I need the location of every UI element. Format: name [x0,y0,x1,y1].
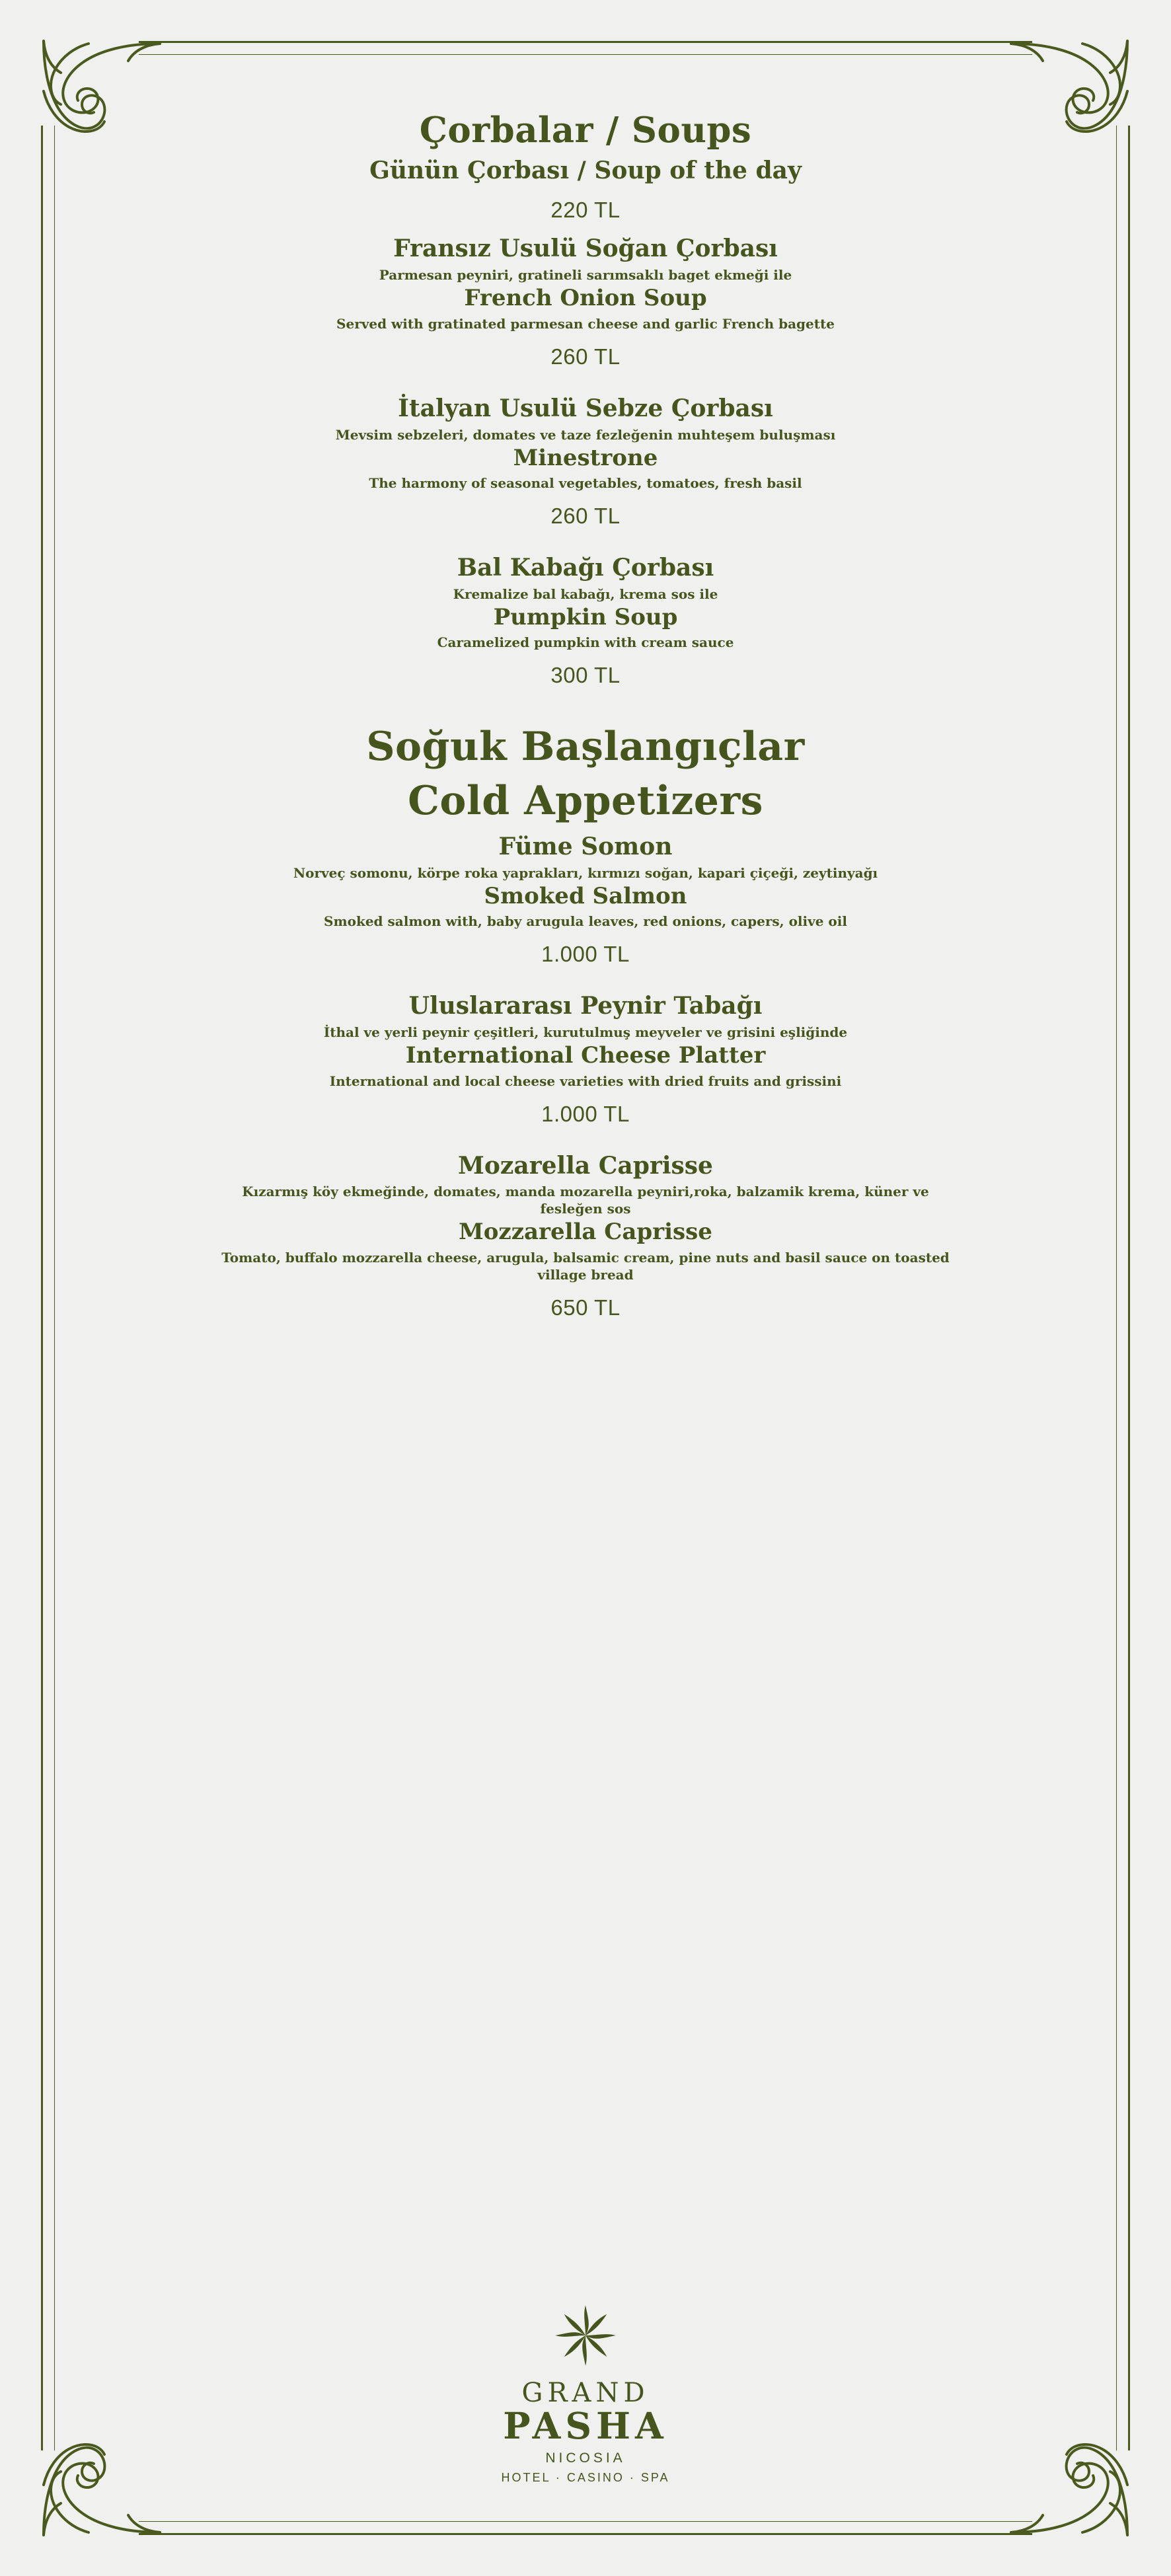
item-desc-en: International and local cheese varieties with dried fruits and grissini [329,1073,842,1089]
item-desc-en: Smoked salmon with, baby arugula leaves, red onions, capers, olive oil [324,913,847,930]
menu-item-mozzarella-caprisse [99,1152,1072,1320]
item-name-en: Minestrone [513,444,658,471]
item-name-tr: Füme Somon [498,832,673,860]
item-desc-en: Caramelized pumpkin with cream sauce [437,634,734,651]
logo-name-bottom: PASHA [503,2404,668,2447]
menu-item-international-cheese-platter [99,992,1072,1126]
item-name-tr: Bal Kabağı Çorbası [457,554,714,582]
item-name-en: International Cheese Platter [405,1042,766,1069]
item-price: 260 TL [550,504,621,529]
item-price: 260 TL [550,344,621,369]
item-desc-tr: Kremalize bal kabağı, krema sos ile [453,586,718,602]
section-title-cold-appetizers-tr: Soğuk Başlangıçlar [366,724,805,771]
logo-tagline: HOTEL · CASINO · SPA [501,2471,670,2484]
menu-item-french-onion-soup [99,235,1072,369]
item-desc-tr: İthal ve yerli peynir çeşitleri, kurutulmuş meyveler ve grisini eşliğinde [323,1024,848,1041]
logo-location: NICOSIA [545,2450,626,2466]
menu-content [99,111,1072,1323]
item-price: 650 TL [550,1295,621,1320]
item-desc-en: The harmony of seasonal vegetables, tomatoes, fresh basil [369,475,802,492]
menu-item-soup-of-the-day [99,157,1072,223]
brand-logo [0,2301,1171,2485]
menu-item-smoked-salmon [99,833,1072,967]
item-price: 1.000 TL [541,1101,630,1126]
menu-item-minestrone [99,395,1072,529]
item-name-en: French Onion Soup [464,285,707,312]
item-desc-tr: Norveç somonu, körpe roka yaprakları, kırmızı soğan, kapari çiçeği, zeytinyağı [293,864,878,881]
pinwheel-star-icon [551,2301,620,2370]
section-title-cold-appetizers-en: Cold Appetizers [408,777,763,824]
item-name-tr: Mozarella Caprisse [458,1151,713,1180]
section-title-soups: Çorbalar / Soups [419,110,752,151]
item-name-tr: İtalyan Usulü Sebze Çorbası [398,394,773,422]
item-name-tr: Uluslararası Peynir Tabağı [408,992,763,1020]
item-name-tr: Günün Çorbası / Soup of the day [369,157,802,185]
item-desc-tr: Parmesan peyniri, gratineli sarımsaklı baget ekmeği ile [379,267,792,284]
item-name-en: Pumpkin Soup [493,603,678,630]
item-desc-en: Served with gratinated parmesan cheese and garlic French bagette [336,315,835,332]
item-name-tr: Fransız Usulü Soğan Çorbası [393,235,778,263]
item-price: 300 TL [550,663,621,688]
item-desc-tr: Kızarmış köy ekmeğinde, domates, manda mozarella peyniri,roka, balzamik krema, küner ve fesleğen sos [242,1184,929,1217]
logo-name-top: GRAND [521,2377,650,2408]
item-desc-en: Tomato, buffalo mozzarella cheese, arugula, balsamic cream, pine nuts and basil sauce on toasted village bread [221,1249,950,1283]
item-price: 1.000 TL [541,942,630,967]
menu-item-pumpkin-soup [99,554,1072,688]
item-name-en: Mozzarella Caprisse [459,1219,712,1246]
item-price: 220 TL [550,198,621,223]
item-desc-tr: Mevsim sebzeleri, domates ve taze fezleğenin muhteşem buluşması [335,426,836,443]
item-name-en: Smoked Salmon [484,882,687,909]
